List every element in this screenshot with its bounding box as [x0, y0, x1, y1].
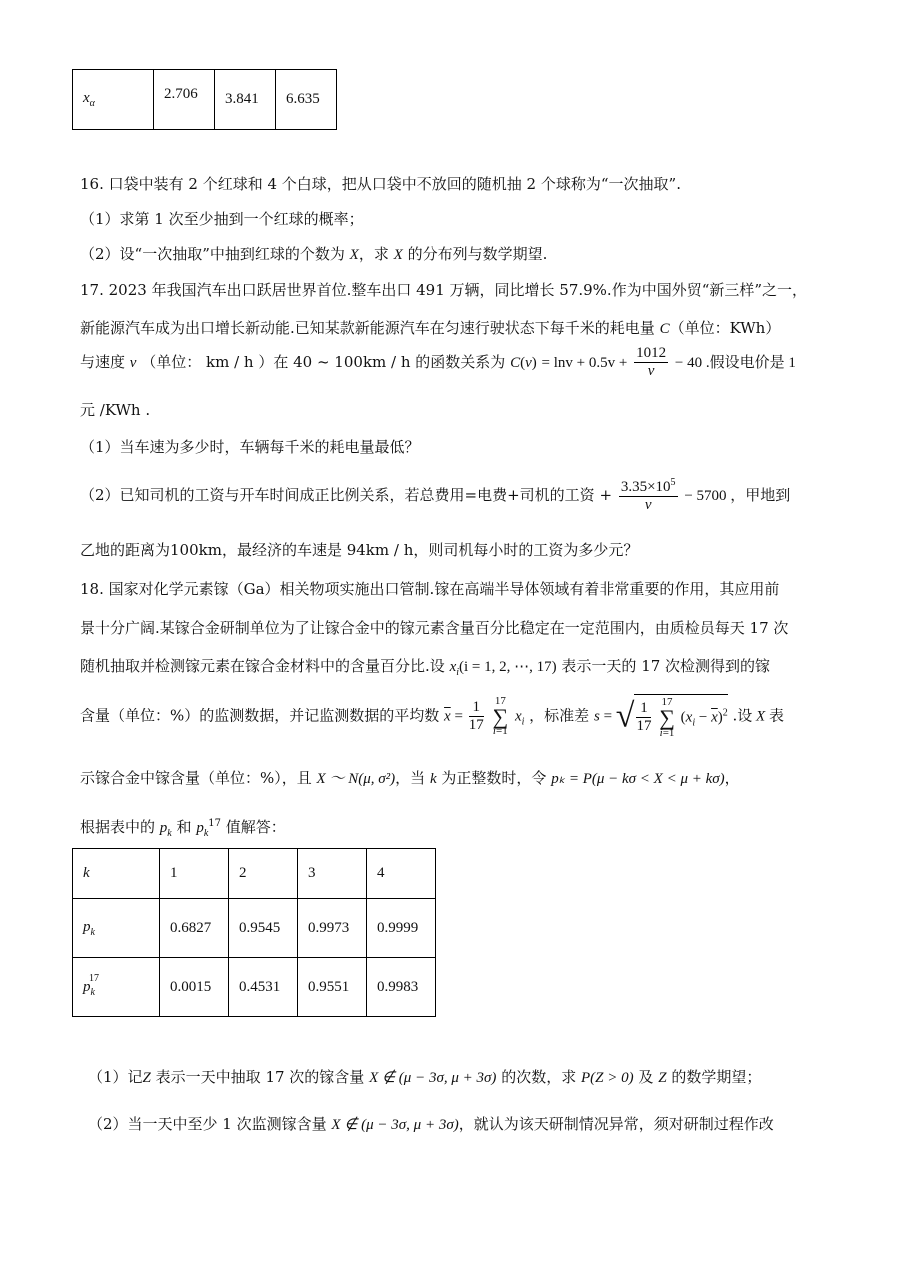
critical-value-cell: 6.635: [276, 70, 337, 130]
q17-part2-cont: 乙地的距离为100km，最经济的车速是 94km / h，则司机每小时的工资为多少元？: [80, 541, 639, 559]
table-header: 2: [229, 849, 298, 899]
table-cell: 0.0015: [160, 958, 229, 1017]
q17-line2: 新能源汽车成为出口增长新动能.已知某款新能源汽车在匀速行驶状态下每千米的耗电量 C（单位：KWh）: [80, 319, 781, 337]
q18-line6: 根据表中的 $p_k$ 和 $p_k^{17}$ 值解答：: [80, 818, 286, 839]
q17-line3: 与速度 v （单位： km / h ）在 40 ~ 100km / h 的函数关系为 C(v) = lnv + 0.5v + $\frac{1012}{v}$ − 40 .假设电价是 1: [80, 345, 796, 380]
table-row: [73, 849, 436, 899]
q17-line4: 元 /KWh .: [80, 401, 151, 419]
critical-value-table: [72, 69, 337, 130]
critical-value-cell: 2.706: [154, 70, 215, 130]
q16-part2: （2）设“一次抽取”中抽到红球的个数为 X，求 X 的分布列与数学期望.: [80, 245, 548, 263]
q18-line3: 随机抽取并检测镓元素在镓合金材料中的含量百分比.设 $x_i(i = 1$, 2, ⋯, 17) 表示一天的 17 次检测得到的镓: [80, 657, 771, 678]
table-row: [73, 958, 436, 1017]
q18-part1: （1）记Z 表示一天中抽取 17 次的镓含量 X ∉ (μ − 3σ, μ + 3σ) 的次数，求 P(Z > 0) 及 Z 的数学期望；: [88, 1068, 762, 1086]
table-cell: 0.4531: [229, 958, 298, 1017]
table-header: 3: [298, 849, 367, 899]
row-label-pk17: $p_k^{17}$: [73, 958, 160, 1017]
q18-line2: 景十分广阔.某镓合金研制单位为了让镓合金中的镓元素含量百分比稳定在一定范围内，由质检员每天 17 次: [80, 619, 789, 637]
probability-table: [72, 848, 436, 1017]
table-header: k: [73, 849, 160, 899]
fraction: $\frac{1012}{v}$: [636, 345, 667, 380]
table-cell: 0.9551: [298, 958, 367, 1017]
q18-part2: （2）当一天中至少 1 次监测镓含量 X ∉ (μ − 3σ, μ + 3σ)，就认为该天研制情况异常，须对研制过程作改: [88, 1115, 774, 1133]
q17-part1: （1）当车速为多少时，车辆每千米的耗电量最低？: [80, 438, 420, 456]
q16-stem: 16. 口袋中装有 2 个红球和 4 个白球，把从口袋中不放回的随机抽 2 个球称为“一次抽取”.: [80, 175, 681, 193]
q18-line1: 18. 国家对化学元素镓（Ga）相关物项实施出口管制.镓在高端半导体领域有着非常重要的作用，其应用前: [80, 580, 780, 598]
table-cell: 0.9973: [298, 899, 367, 958]
q17-part2: （2）已知司机的工资与开车时间成正比例关系，若总费用=电费+司机的工资 + $\frac{3.35\times 10^5}{v}$ − 5700 ，甲地到: [80, 477, 791, 514]
critical-value-cell: 3.841: [215, 70, 276, 130]
table-row: [73, 899, 436, 958]
q18-line4: 含量（单位：%）的监测数据，并记监测数据的平均数 $\overline{x}$ = $\frac{1}{17}$ 17 ∑ i=1 $x_i$ ，标准差 s = √ $\frac{1}{17}$ 17 ∑ i=1 $(x_i - \overline{x})^2$ .设 X 表: [80, 694, 784, 739]
table-cell: 0.9983: [367, 958, 436, 1017]
table-cell: 0.9999: [367, 899, 436, 958]
q18-line5: 示镓合金中镓含量（单位：%），且 X ～ N(μ, σ²)，当 k 为正整数时，令 pₖ = P(μ − kσ < X < μ + kσ)，: [80, 769, 740, 787]
row-label-pk: $p_k$: [73, 899, 160, 958]
table-cell: 0.6827: [160, 899, 229, 958]
x-alpha-label: $x_\alpha$: [73, 70, 154, 130]
table-cell: 0.9545: [229, 899, 298, 958]
table-header: 4: [367, 849, 436, 899]
q17-line1: 17. 2023 年我国汽车出口跃居世界首位.整车出口 491 万辆，同比增长 57.9%.作为中国外贸“新三样”之一，: [80, 281, 808, 299]
fraction: $\frac{3.35\times 10^5}{v}$: [620, 477, 676, 514]
table-header: 1: [160, 849, 229, 899]
q16-part1: （1）求第 1 次至少抽到一个红球的概率；: [80, 210, 364, 228]
